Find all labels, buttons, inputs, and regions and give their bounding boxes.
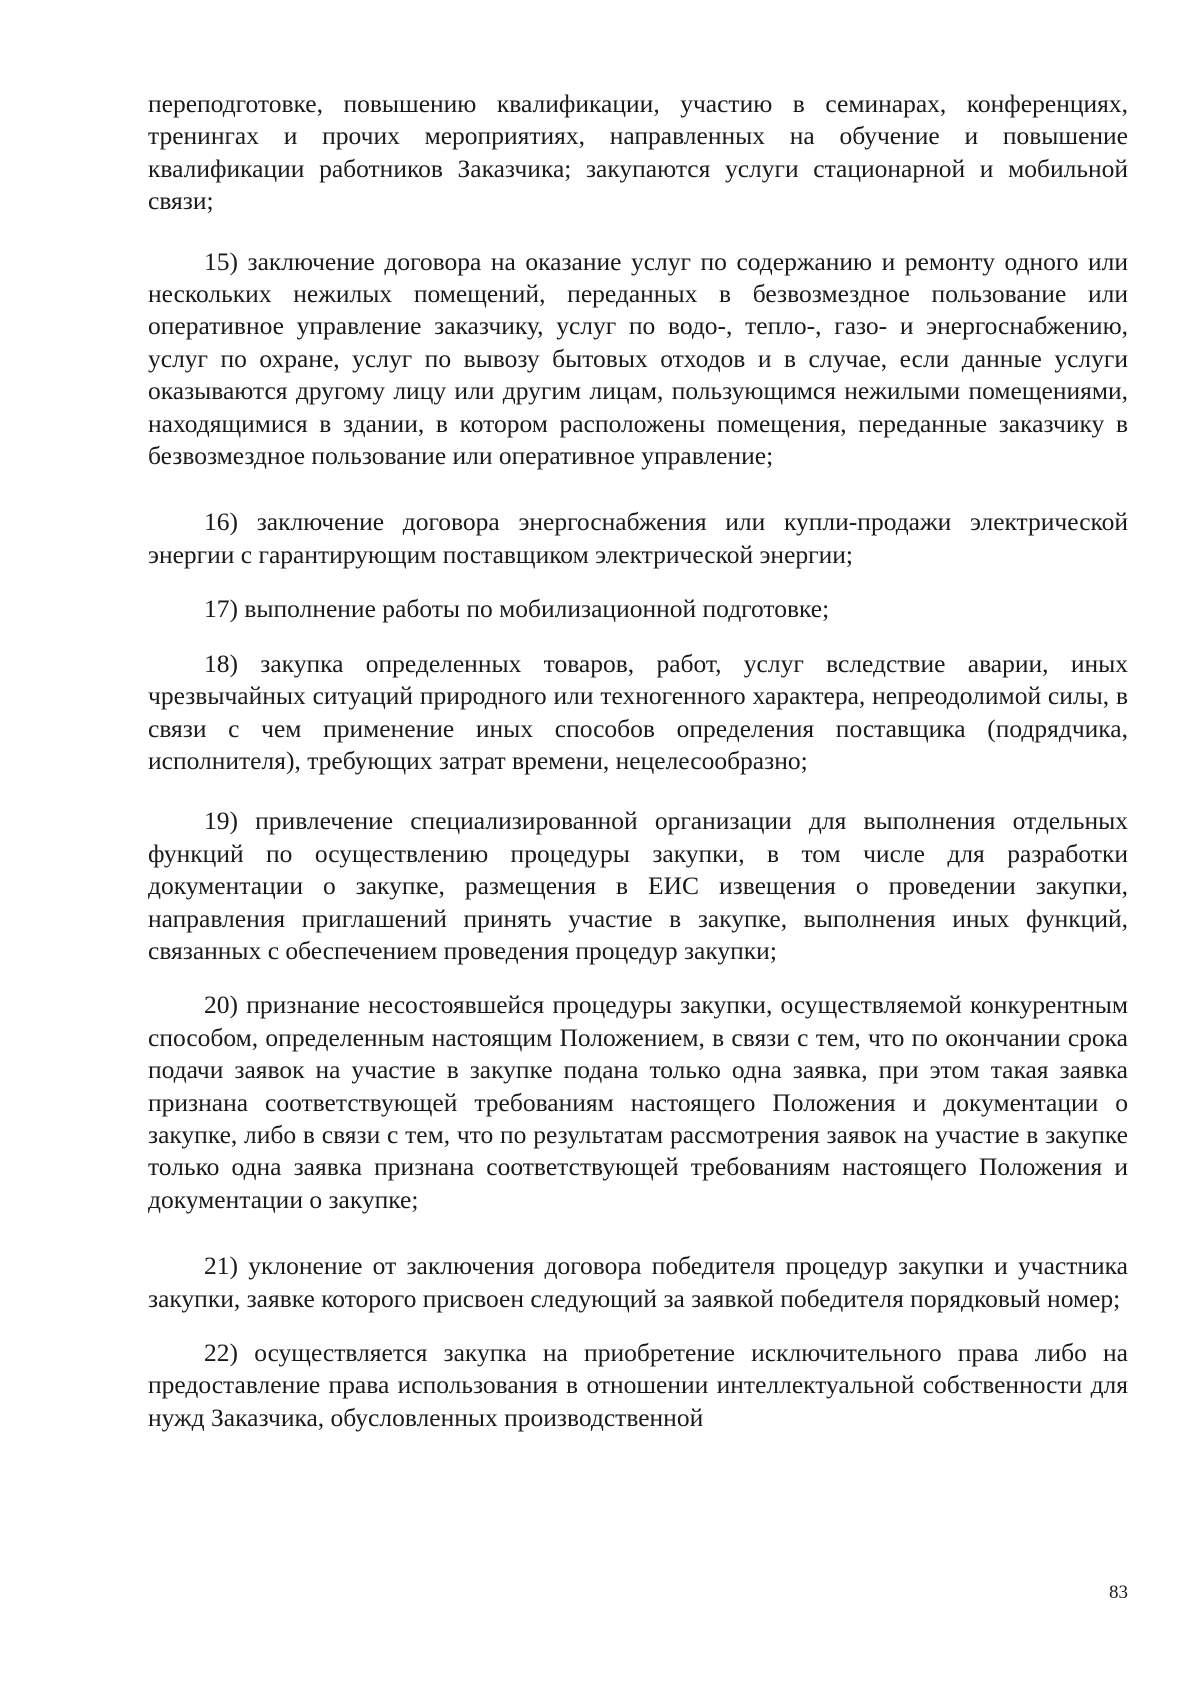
paragraph-item-15: 15) заключение договора на оказание услуг по содержанию и ремонту одного или нескольких нежилых помещений, переданных в безвозмездное пользование или оперативное управление заказчику, услуг по водо-, тепло-, газо- и энергоснабжению, услуг по охране, услуг по вывозу бытовых отходов и в случае, если данные услуги оказываются другому лицу или другим лицам, пользующимся нежилыми помещениями, находящимися в здании, в котором расположены помещения, переданные заказчику в безвозмездное пользование или оперативное управление; (148, 246, 1128, 471)
paragraph-item-18: 18) закупка определенных товаров, работ, услуг вследствие аварии, иных чрезвычайных ситуаций природного или техногенного характера, непреодолимой силы, в связи с чем применение иных способов определения поставщика (подрядчика, исполнителя), требующих затрат времени, нецелесообразно; (148, 648, 1128, 775)
paragraph-item-16: 16) заключение договора энергоснабжения или купли-продажи электрической энергии с гарантирующим поставщиком электрической энергии; (148, 507, 1128, 569)
paragraph-item-19: 19) привлечение специализированной организации для выполнения отдельных функций по осуществлению процедуры закупки, в том числе для разработки документации о закупке, размещения в ЕИС извещения о проведении закупки, направления приглашений принять участие в закупке, выполнения иных функций, связанных с обеспечением проведения процедур закупки; (148, 806, 1128, 965)
paragraph-item-21: 21) уклонение от заключения договора победителя процедур закупки и участника закупки, заявке которого присвоен следующий за заявкой победителя порядковый номер; (148, 1251, 1128, 1313)
document-body (148, 88, 1128, 1434)
paragraph-item-17: 17) выполнение работы по мобилизационной подготовке; (204, 594, 830, 624)
paragraph-item-20: 20) признание несостоявшейся процедуры закупки, осуществляемой конкурентным способом, определенным настоящим Положением, в связи с тем, что по окончании срока подачи заявок на участие в закупке подана только одна заявка, при этом такая заявка признана соответствующей требованиям настоящего Положения и документации о закупке, либо в связи с тем, что по результатам рассмотрения заявок на участие в закупке только одна заявка признана соответствующей требованиям настоящего Положения и документации о закупке; (148, 990, 1128, 1214)
paragraph-continuation: переподготовке, повышению квалификации, участию в семинарах, конференциях, тренингах и прочих мероприятиях, направленных на обучение и повышение квалификации работников Заказчика; закупаются услуги стационарной и мобильной связи; (148, 89, 1128, 216)
paragraph-item-22: 22) осуществляется закупка на приобретение исключительного права либо на предоставление права использования в отношении интеллектуальной собственности для нужд Заказчика, обусловленных производственной (148, 1338, 1128, 1432)
page-number: 83 (1109, 1582, 1128, 1603)
